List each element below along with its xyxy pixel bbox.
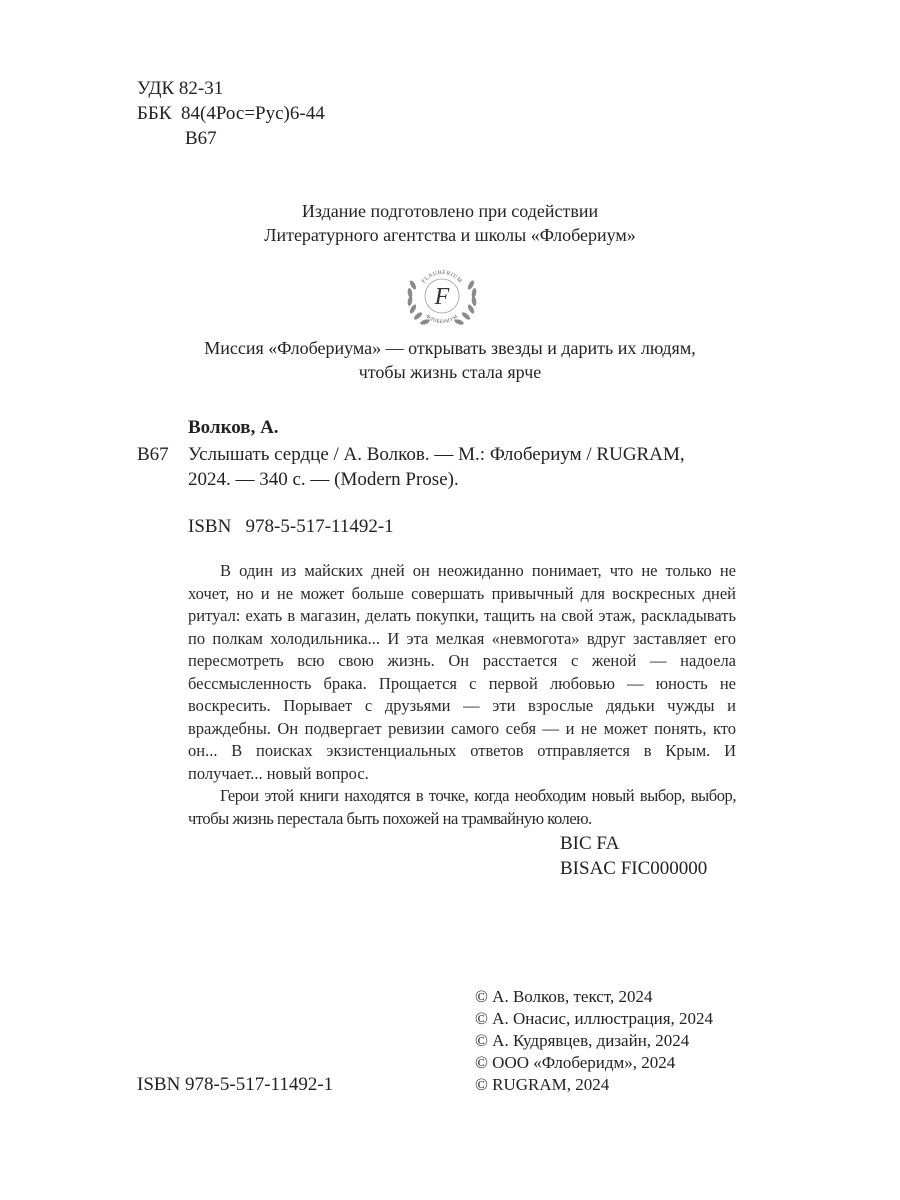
- copyright-list: [475, 986, 713, 1096]
- mission-statement: [0, 336, 900, 384]
- udk-code: УДК 82-31: [137, 78, 224, 99]
- support-line-2: Литературного агентства и школы «Флобериум»: [264, 225, 636, 245]
- svg-text:FLAUBERIUM: [421, 270, 463, 285]
- logo-letter: F: [434, 284, 450, 310]
- logo-bottom-text: ФЛОБЕРИУМ: [424, 314, 460, 326]
- bibliography-line-1: Услышать сердце / А. Волков. — М.: Флобериум / RUGRAM,: [188, 444, 685, 465]
- copyright-line: © А. Волков, текст, 2024: [475, 987, 653, 1006]
- svg-text:ФЛОБЕРИУМ: [425, 314, 460, 325]
- copyright-line: © ООО «Флоберидм», 2024: [475, 1053, 676, 1072]
- bibliography-code: В67: [137, 444, 169, 465]
- bic-code: BIC FA: [560, 833, 620, 854]
- copyright-line: © А. Кудрявцев, дизайн, 2024: [475, 1031, 690, 1050]
- support-line-1: Издание подготовлено при содействии: [301, 201, 599, 221]
- bibliography-line-2: 2024. — 340 с. — (Modern Prose).: [188, 469, 459, 490]
- mission-line-1: Миссия «Флобериума» — открывать звезды и дарить их людям,: [204, 338, 696, 358]
- support-note: [0, 199, 900, 247]
- mission-line-2: чтобы жизнь стала ярче: [358, 362, 542, 382]
- author-heading: Волков, А.: [188, 417, 279, 438]
- copyright-line: © RUGRAM, 2024: [475, 1075, 610, 1094]
- bbk-code: ББК 84(4Рос=Рус)6-44: [137, 103, 325, 124]
- isbn-main: ISBN 978-5-517-11492-1: [188, 516, 394, 537]
- copyright-line: © А. Онасис, иллюстрация, 2024: [475, 1009, 714, 1028]
- bisac-code: BISAC FIC000000: [560, 858, 708, 879]
- logo-top-text: FLAUBERIUM: [420, 269, 464, 285]
- annotation-paragraph-1: В один из майских дней он неожиданно понимает, что не только не хочет, но и не может больше совершать привычный для воскресных дней ритуал: ехать в магазин, делать покупки, тащить на свой этаж, раскладывать по полкам холодильника... И эта мелкая «невмогота» вдруг заставляет его пересмотреть всю свою жизнь. Он расстается с женой — надоела бессмысленность брака. Прощается с первой любовью — юность не воскресить. Порывает с друзьями — эти взрослые дядьки чужды и враждебны. Он подвергает ревизии самого себя — и не может понять, кто он... В поисках экзистенциальных ответов отправляется в Крым. И получает... новый вопрос.: [188, 561, 736, 783]
- annotation: [188, 560, 736, 830]
- annotation-paragraph-2: Герои этой книги находятся в точке, когда необходим новый выбор, выбор, чтобы жизнь перестала быть похожей на трамвайную колею.: [188, 786, 736, 828]
- flauberium-laurel-seal-icon: [401, 255, 483, 337]
- author-mark-code: В67: [185, 128, 217, 149]
- isbn-footer: ISBN 978-5-517-11492-1: [137, 1074, 334, 1095]
